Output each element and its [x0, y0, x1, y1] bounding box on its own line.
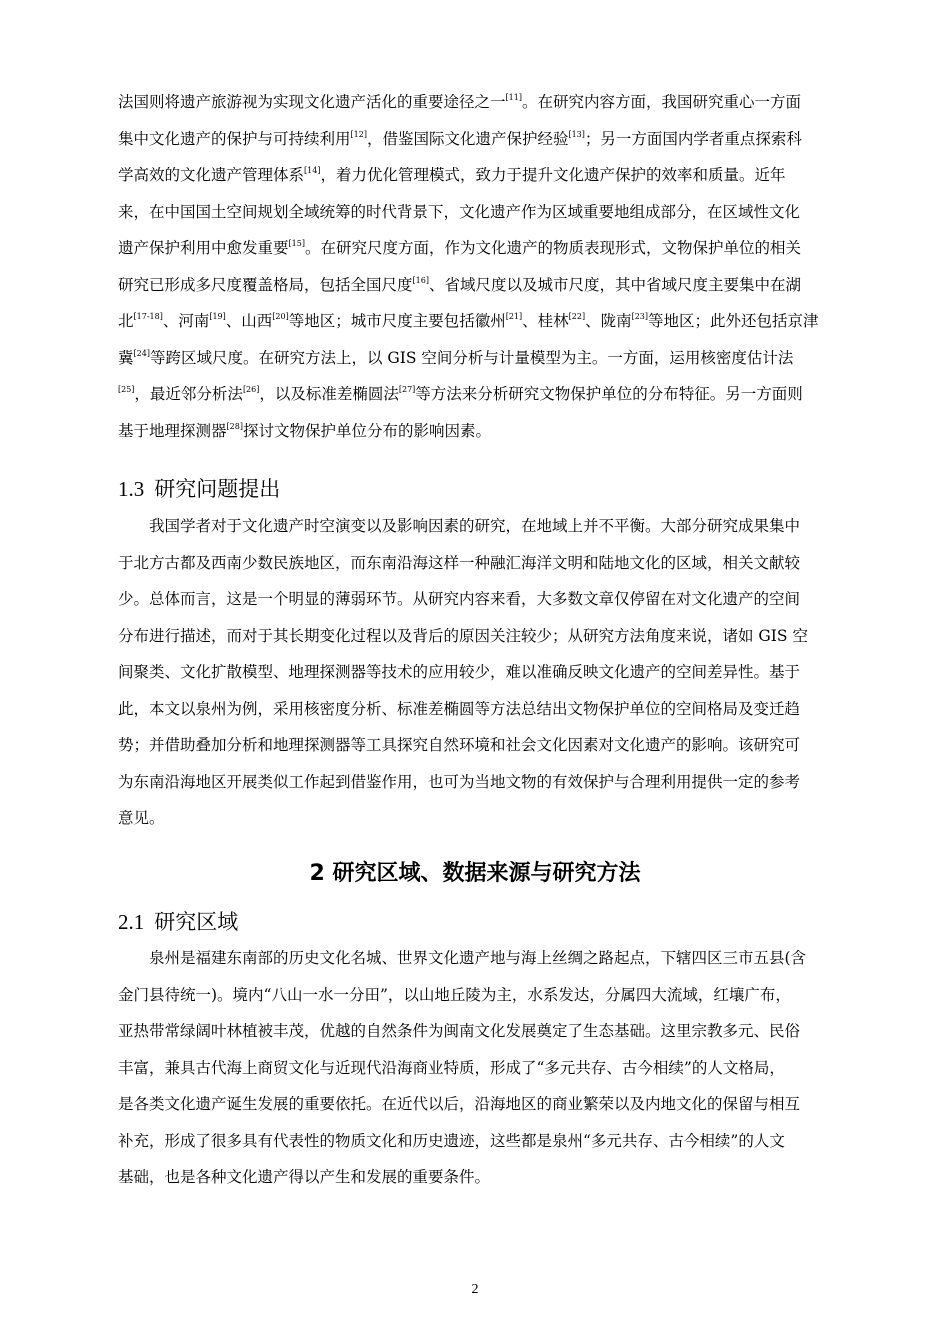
text-line: [25]，最近邻分析法[26]，以及标准差椭圆法[27]等方法来分析研究文物保护单位的分布特征。另一方面则: [118, 385, 803, 403]
section-heading-2-1: [118, 906, 238, 936]
section-number: 2.1: [118, 910, 145, 934]
text-line: 间聚类、文化扩散模型、地理探测器等技术的应用较少，难以准确反映文化遗产的空间差异性。基于: [118, 663, 801, 681]
text-line: 补充，形成了很多具有代表性的物质文化和历史遗迹，这些都是泉州“多元共存、古今相续”的人文: [118, 1131, 785, 1150]
text-line: 法国则将遗产旅游视为实现文化遗产活化的重要途径之一[11]。在研究内容方面，我国研究重心一方面: [118, 93, 801, 111]
text-line: 少。总体而言，这是一个明显的薄弱环节。从研究内容来看，大多数文章仅停留在对文化遗产的空间: [118, 590, 801, 608]
citation[interactable]: [12]: [350, 129, 367, 139]
citation[interactable]: [22]: [568, 312, 586, 321]
text-line: 泉州是福建东南部的历史文化名城、世界文化遗产地与海上丝绸之路起点，下辖四区三市五县(含: [149, 949, 807, 967]
citation[interactable]: [15]: [288, 239, 305, 248]
citation[interactable]: [11]: [505, 93, 522, 102]
citation[interactable]: [23]: [631, 312, 649, 321]
text-line: 北[17-18]、河南[19]、山西[20]等地区；城市尺度主要包括徽州[21]、桂林[22]、陇南[23]等地区；此外还包括京津: [118, 312, 819, 330]
citation[interactable]: [16]: [412, 275, 429, 285]
page-number: 2: [471, 1282, 479, 1297]
text-line: 势；并借助叠加分析和地理探测器等工具探究自然环境和社会文化因素对文化遗产的影响。该研究可: [118, 736, 801, 754]
citation[interactable]: [21]: [505, 312, 523, 321]
citation[interactable]: [17-18]: [133, 312, 163, 321]
citation[interactable]: [25]: [118, 385, 135, 394]
citation[interactable]: [13]: [568, 129, 585, 139]
text-line: 基于地理探测器[28]探讨文物保护单位分布的影响因素。: [118, 421, 491, 440]
text-line: 来，在中国国土空间规划全域统筹的时代背景下，文化遗产作为区域重要地组成部分，在区域性文化: [118, 202, 801, 221]
text-line: 意见。: [118, 809, 165, 827]
text-line: 集中文化遗产的保护与可持续利用[12]，借鉴国际文化遗产保护经验[13]；另一方面国内学者重点探索科: [118, 129, 802, 148]
citation[interactable]: [24]: [133, 348, 150, 358]
section-title: 研究区域: [154, 910, 239, 934]
citation[interactable]: [26]: [242, 385, 260, 394]
citation[interactable]: [19]: [209, 312, 226, 321]
text-line: 亚热带常绿阔叶林植被丰茂，优越的自然条件为闽南文化发展奠定了生态基础。这里宗教多元、民俗: [118, 1022, 801, 1040]
text-line: 分布进行描述，而对于其长期变化过程以及背后的原因关注较少；从研究方法角度来说，诸如 GIS 空: [118, 626, 808, 645]
text-line: 丰富，兼具古代海上商贸文化与近现代沿海商业特质，形成了“多元共存、古今相续”的人文格局，: [118, 1058, 785, 1077]
text-line: 金门县待统一)。境内“八山一水一分田”，以山地丘陵为主，水系发达，分属四大流域，红壤广布，: [118, 985, 791, 1004]
text-line: 冀[24]等跨区域尺度。在研究方法上，以 GIS 空间分析与计量模型为主。一方面，运用核密度估计法: [118, 348, 794, 367]
text-line: 于北方古都及西南少数民族地区，而东南沿海这样一种融汇海洋文明和陆地文化的区域，相关文献较: [118, 553, 801, 572]
text-line: 我国学者对于文化遗产时空演变以及影响因素的研究，在地域上并不平衡。大部分研究成果集中: [149, 517, 801, 535]
citation[interactable]: [20]: [272, 312, 289, 321]
chapter-heading-2: 2 研究区域、数据来源与研究方法: [309, 861, 641, 886]
text-line: 此，本文以泉州为例，采用核密度分析、标准差椭圆等方法总结出文物保护单位的空间格局及变迁趋: [118, 699, 801, 718]
paragraph-literature-review: [118, 84, 862, 449]
citation[interactable]: [14]: [304, 166, 321, 175]
text-line: 学高效的文化遗产管理体系[14]，着力优化管理模式，致力于提升文化遗产保护的效率和质量。近年: [118, 166, 786, 184]
citation[interactable]: [27]: [398, 385, 416, 394]
citation[interactable]: [28]: [226, 421, 243, 431]
section-title: 研究问题提出: [154, 477, 281, 501]
text-line: 为东南沿海地区开展类似工作起到借鉴作用，也可为当地文物的有效保护与合理利用提供一定的参考: [118, 772, 801, 791]
text-line: 是各类文化遗产诞生发展的重要依托。在近代以后，沿海地区的商业繁荣以及内地文化的保留与相互: [118, 1095, 801, 1113]
text-line: 研究已形成多尺度覆盖格局，包括全国尺度[16]、省域尺度以及城市尺度，其中省域尺度主要集中在湖: [118, 275, 801, 294]
section-number: 1.3: [118, 477, 145, 501]
section-heading-1-3: [118, 473, 280, 503]
paragraph-study-area: [118, 940, 862, 1196]
text-line: 基础，也是各种文化遗产得以产生和发展的重要条件。: [118, 1168, 491, 1186]
paragraph-research-questions: [118, 508, 862, 837]
text-line: 遗产保护利用中愈发重要[15]。在研究尺度方面，作为文化遗产的物质表现形式，文物保护单位的相关: [118, 239, 801, 257]
